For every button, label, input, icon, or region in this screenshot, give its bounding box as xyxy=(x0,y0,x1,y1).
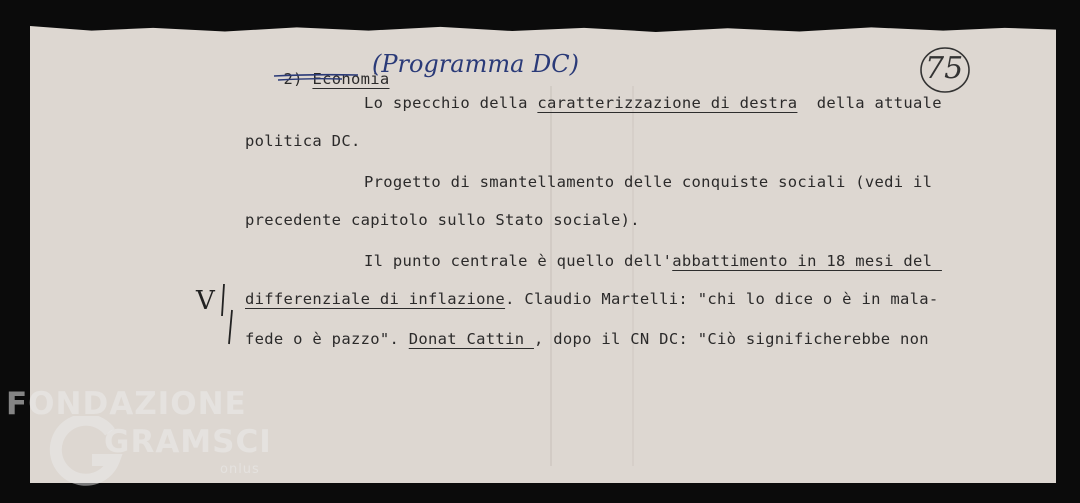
paragraph-3-line-2 xyxy=(245,290,939,308)
paragraph-1-line-1 xyxy=(364,94,942,112)
text-segment: fede o è pazzo". xyxy=(245,330,409,348)
text-segment: Lo specchio della xyxy=(364,94,538,112)
underlined-segment: Donat Cattin xyxy=(408,330,534,348)
text-segment: della attuale xyxy=(797,94,942,112)
margin-vertical-strokes xyxy=(218,282,238,348)
underlined-segment: caratterizzazione di destra xyxy=(537,94,798,112)
fondazione-gramsci-watermark xyxy=(6,386,272,486)
watermark-line-3: onlus xyxy=(220,462,260,477)
paragraph-2-line-2: precedente capitolo sullo Stato sociale). xyxy=(245,211,640,229)
underlined-segment: differenziale di inflazione xyxy=(245,290,506,308)
handwritten-heading-note: (Programma DC) xyxy=(372,50,579,78)
paragraph-1-line-2: politica DC. xyxy=(245,132,361,150)
heading-number: 2) xyxy=(283,70,303,88)
margin-note-letter: V xyxy=(196,286,215,316)
paragraph-3-line-1 xyxy=(364,252,942,270)
watermark-line-2: GRAMSCI xyxy=(104,424,272,460)
text-segment: Il punto centrale è quello dell' xyxy=(364,252,673,270)
text-segment: , dopo il CN DC: "Ciò significherebbe non xyxy=(533,330,929,348)
heading-double-underline xyxy=(272,72,362,82)
page-number-text: 75 xyxy=(925,51,964,86)
show-through-stamp xyxy=(550,86,634,466)
paragraph-3-line-3 xyxy=(245,330,929,348)
page-number xyxy=(918,44,972,96)
paragraph-2-line-1: Progetto di smantellamento delle conquiste sociali (vedi il xyxy=(364,173,933,191)
underlined-segment: abbattimento in 18 mesi del xyxy=(672,252,942,270)
text-segment: . Claudio Martelli: "chi lo dice o è in mala- xyxy=(505,290,939,308)
heading-title: Economia xyxy=(312,70,390,88)
watermark-line-1: FONDAZIONE xyxy=(6,386,247,422)
